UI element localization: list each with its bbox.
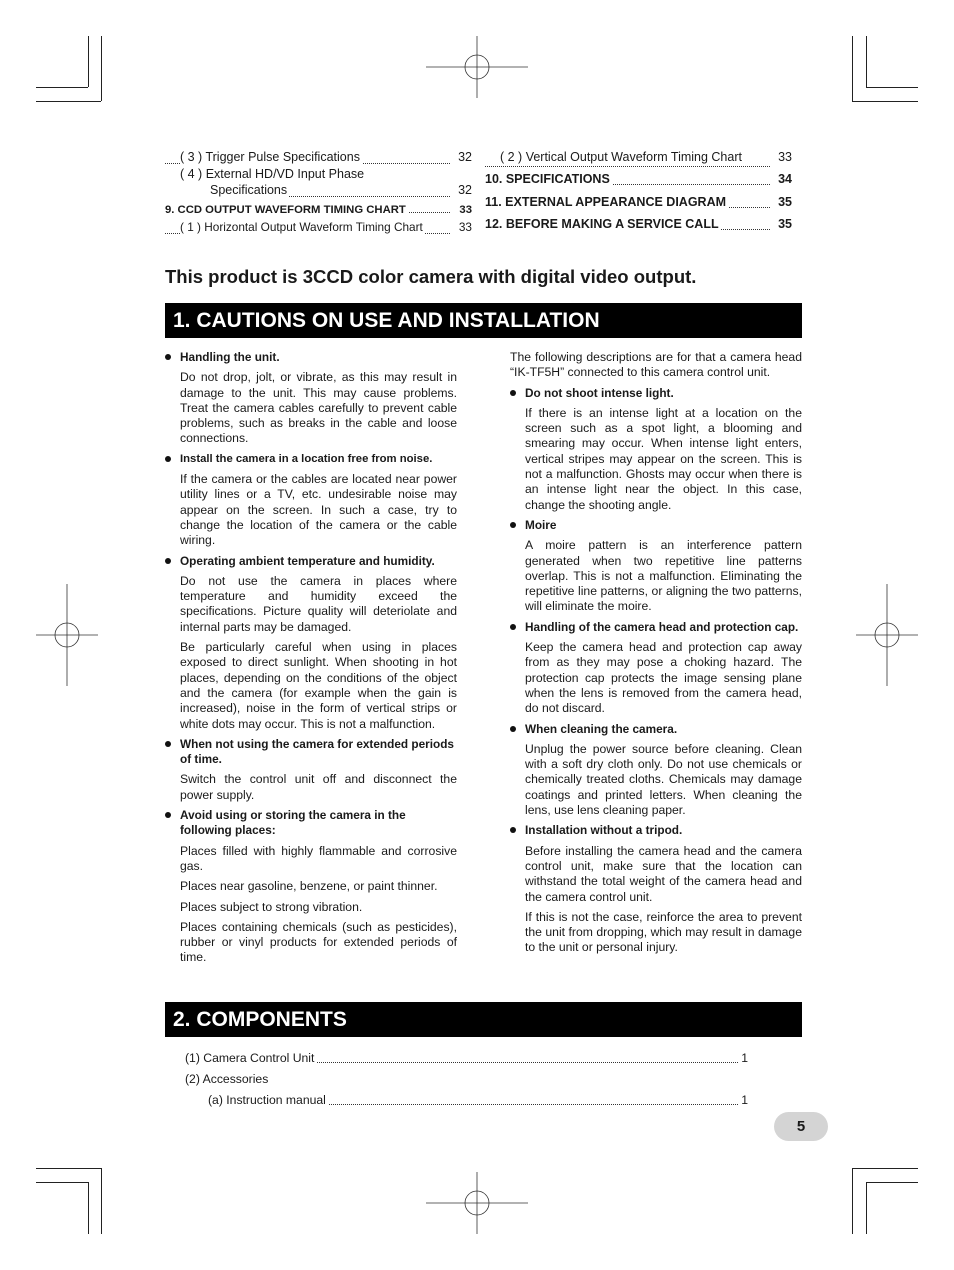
paragraph: If this is not the case, reinforce the area to prevent the unit from dropping, which may result in damage to the unit or personal injury. [525,909,802,955]
crop-mark [852,1168,918,1169]
section-heading-components [165,1002,802,1037]
bullet-heading: Operating ambient temperature and humidity. [165,554,457,569]
crop-mark [36,1168,101,1169]
crop-mark [36,1182,88,1183]
paragraph: Before installing the camera head and the camera control unit, make sure that the location can withstand the total weight of the camera head and the camera control unit. [525,843,802,904]
bullet-heading: Install the camera in a location free from noise. [165,452,457,467]
registration-mark-icon [856,584,918,686]
paragraph: The following descriptions are for that a camera head “IK-TF5H” connected to this camera control unit. [510,350,802,380]
toc-entry[interactable]: ( 3 ) Trigger Pulse Specifications 32 [165,150,472,167]
components-list [185,1051,748,1108]
registration-mark-icon [426,36,528,98]
bullet-heading: Do not shoot intense light. [510,386,802,401]
list-item: (2) Accessories [185,1072,269,1086]
bullet-heading: When cleaning the camera. [510,722,802,737]
lead-statement: This product is 3CCD color camera with digital video output. [165,266,697,287]
paragraph: Do not drop, jolt, or vibrate, as this may result in damage to the unit. This may cause problems. Treat the camera cables carefully to prevent cable problems, such as breaks in the cable and loose connections. [180,370,457,446]
crop-mark [852,1168,853,1234]
paragraph: If the camera or the cables are located near power utility lines or a TV, etc. undesirable noise may appear on the screen. In such a case, try to change the location of the camera or the cable wiring. [180,472,457,548]
toc-entry[interactable]: 9. CCD OUTPUT WAVEFORM TIMING CHART 33 [165,200,472,220]
toc-entry[interactable]: 11. EXTERNAL APPEARANCE DIAGRAM 35 [485,195,792,209]
crop-mark [36,87,88,88]
crop-mark [852,36,853,101]
paragraph: If there is an intense light at a location on the screen such as a spot light, a blooming and smearing may occur. When intense light enters, vertical stripes may appear on the screen. This is not a malfunction. Ghosts may occur when there is an intense light near the object. In this case, change the shooting angle. [525,405,802,512]
toc-entry[interactable]: ( 1 ) Horizontal Output Waveform Timing Chart 33 [165,220,472,237]
list-item: (a) Instruction manual 1 [208,1093,748,1107]
bullet-heading: Handling the unit. [165,350,457,365]
bullet-heading: Installation without a tripod. [510,823,802,838]
crop-mark [88,36,89,87]
paragraph: Do not use the camera in places where temperature and humidity exceed the specifications. Picture quality will deteriolate and internal parts may be damaged. [180,573,457,634]
crop-mark [866,1182,867,1234]
crop-mark [101,36,102,101]
paragraph: Unplug the power source before cleaning. Clean with a soft dry cloth only. Do not use chemicals or chemically treated cloths. Chemicals may damage coatings and printed letters. When cleaning the lens, use lens cleaning paper. [525,741,802,818]
registration-mark-icon [36,584,98,686]
crop-mark [101,1168,102,1234]
paragraph: Keep the camera head and protection cap away from as they may pose a choking hazard. The protection cap protects the image sensing plane when the lens is removed from the camera head, do not discard. [525,640,802,716]
crop-mark [866,1182,918,1183]
cautions-right-column [510,350,802,961]
crop-mark [852,101,918,102]
paragraph: Places subject to strong vibration. [180,899,363,914]
toc-entry[interactable]: Specifications 32 [210,183,472,197]
bullet-heading: Avoid using or storing the camera in the following places: [165,808,457,839]
toc-entry[interactable]: 10. SPECIFICATIONS 34 [485,172,792,186]
paragraph: Be particularly careful when using in places exposed to direct sunlight. When shooting in hot places, depending on the conditions of the object and the camera (for example when the gain is increased), noise in the form of vertical strips or white dots may occur. This is not a malfunction. [180,640,457,731]
registration-mark-icon [426,1172,528,1234]
bullet-heading: When not using the camera for extended periods of time. [165,737,457,768]
toc-entry[interactable]: 12. BEFORE MAKING A SERVICE CALL 35 [485,217,792,231]
cautions-left-column [165,350,457,971]
crop-mark [88,1182,89,1234]
toc-entry[interactable]: ( 4 ) External HD/VD Input Phase [180,167,365,181]
paragraph: Switch the control unit off and disconnect the power supply. [180,772,457,802]
list-item: (1) Camera Control Unit 1 [185,1051,748,1065]
toc-entry[interactable]: ( 2 ) Vertical Output Waveform Timing Chart 33 [485,150,792,170]
paragraph: Places containing chemicals (such as pesticides), rubber or vinyl products for extended periods of time. [180,919,457,965]
toc-left [165,150,472,237]
crop-mark [866,87,918,88]
section-title: 1. CAUTIONS ON USE AND INSTALLATION [173,309,600,332]
paragraph: Places near gasoline, benzene, or paint thinner. [180,879,438,894]
section-title: 2. COMPONENTS [173,1008,347,1031]
bullet-heading: Handling of the camera head and protection cap. [510,620,802,635]
crop-mark [36,101,101,102]
bullet-heading: Moire [510,518,802,533]
section-heading-cautions [165,303,802,338]
page-number: 5 [774,1112,828,1141]
paragraph: Places filled with highly flammable and corrosive gas. [180,843,457,873]
crop-mark [866,36,867,87]
paragraph: A moire pattern is an interference pattern generated when two repetitive line patterns overlap. This is not a malfunction. Eliminating the repetitive line patterns, or aligning the two patterns, will eliminate the moire. [525,538,802,614]
toc-right [485,150,792,235]
